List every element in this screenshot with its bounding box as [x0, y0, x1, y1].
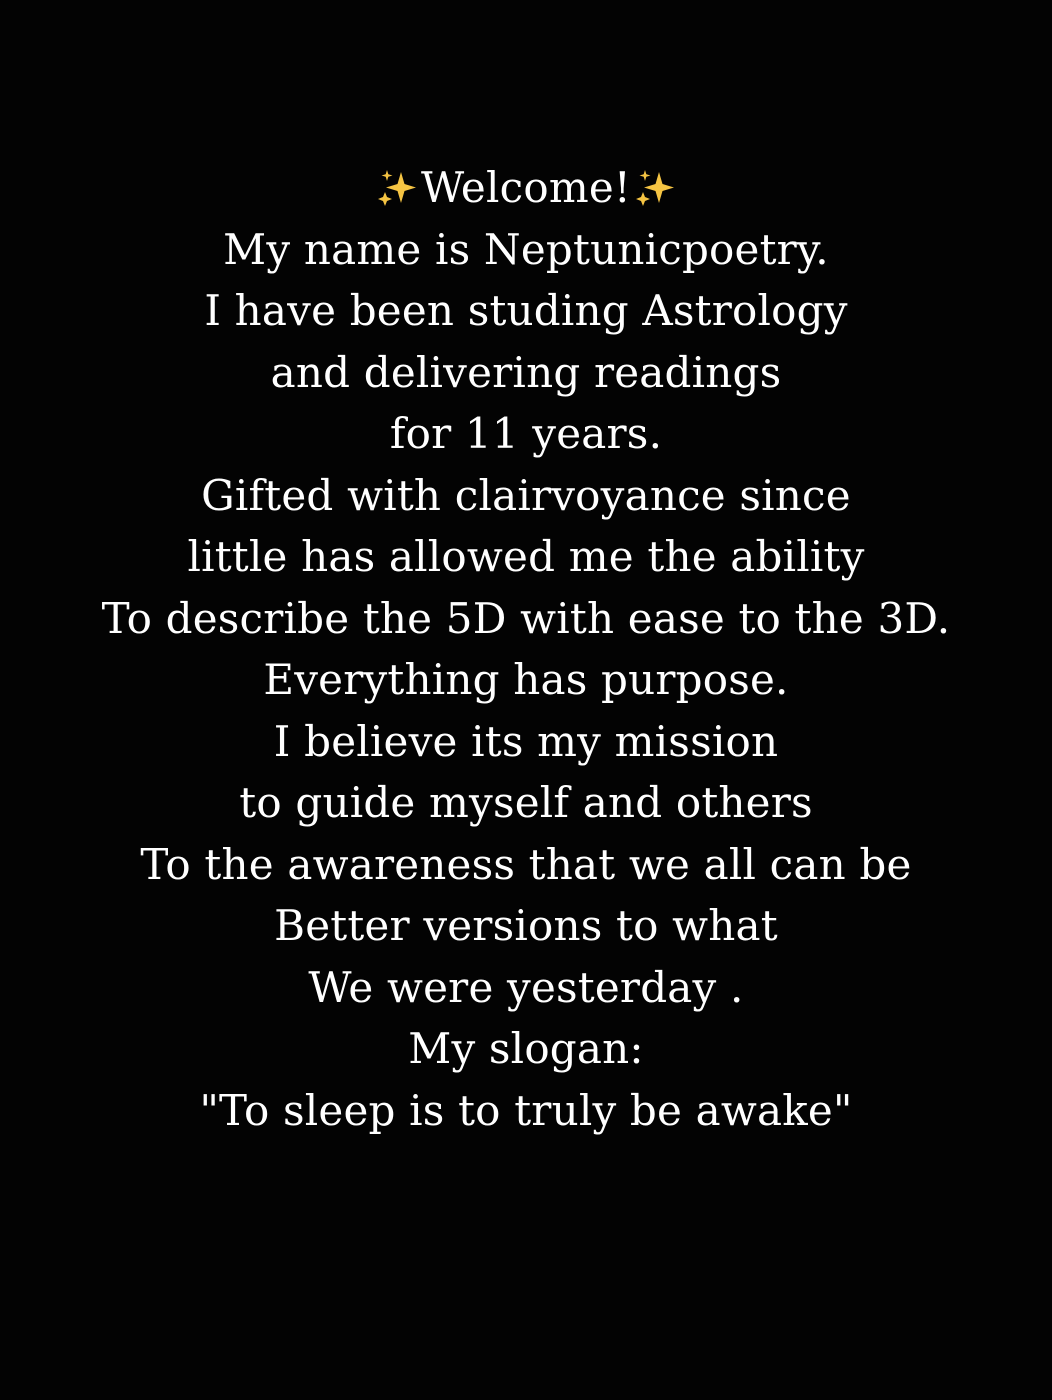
bio-line: Everything has purpose. [263, 655, 789, 704]
bio-line: We were yesterday . [308, 962, 744, 1012]
bio-line: for 11 years. [389, 409, 663, 458]
bio-line: and delivering readings [270, 347, 782, 397]
bio-line: I have been studing Astrology [204, 286, 848, 335]
sparkles-icon [633, 166, 677, 210]
welcome-heading [0, 157, 1052, 219]
bio-text-block [0, 157, 1052, 1141]
bio-line: My name is Neptunicpoetry. [223, 224, 829, 274]
sparkles-icon [375, 166, 419, 210]
bio-line: To describe the 5D with ease to the 3D. [101, 593, 951, 643]
bio-line: I believe its my mission [273, 716, 779, 766]
slogan-label: My slogan: [408, 1024, 644, 1073]
welcome-title: Welcome! [420, 163, 631, 212]
bio-line: little has allowed me the ability [187, 532, 865, 581]
bio-line: To the awareness that we all can be [140, 839, 912, 889]
bio-line: to guide myself and others [239, 778, 813, 827]
slogan-text: "To sleep is to truly be awake" [199, 1085, 853, 1135]
bio-line: Better versions to what [274, 901, 778, 950]
bio-line: Gifted with clairvoyance since [201, 470, 851, 520]
